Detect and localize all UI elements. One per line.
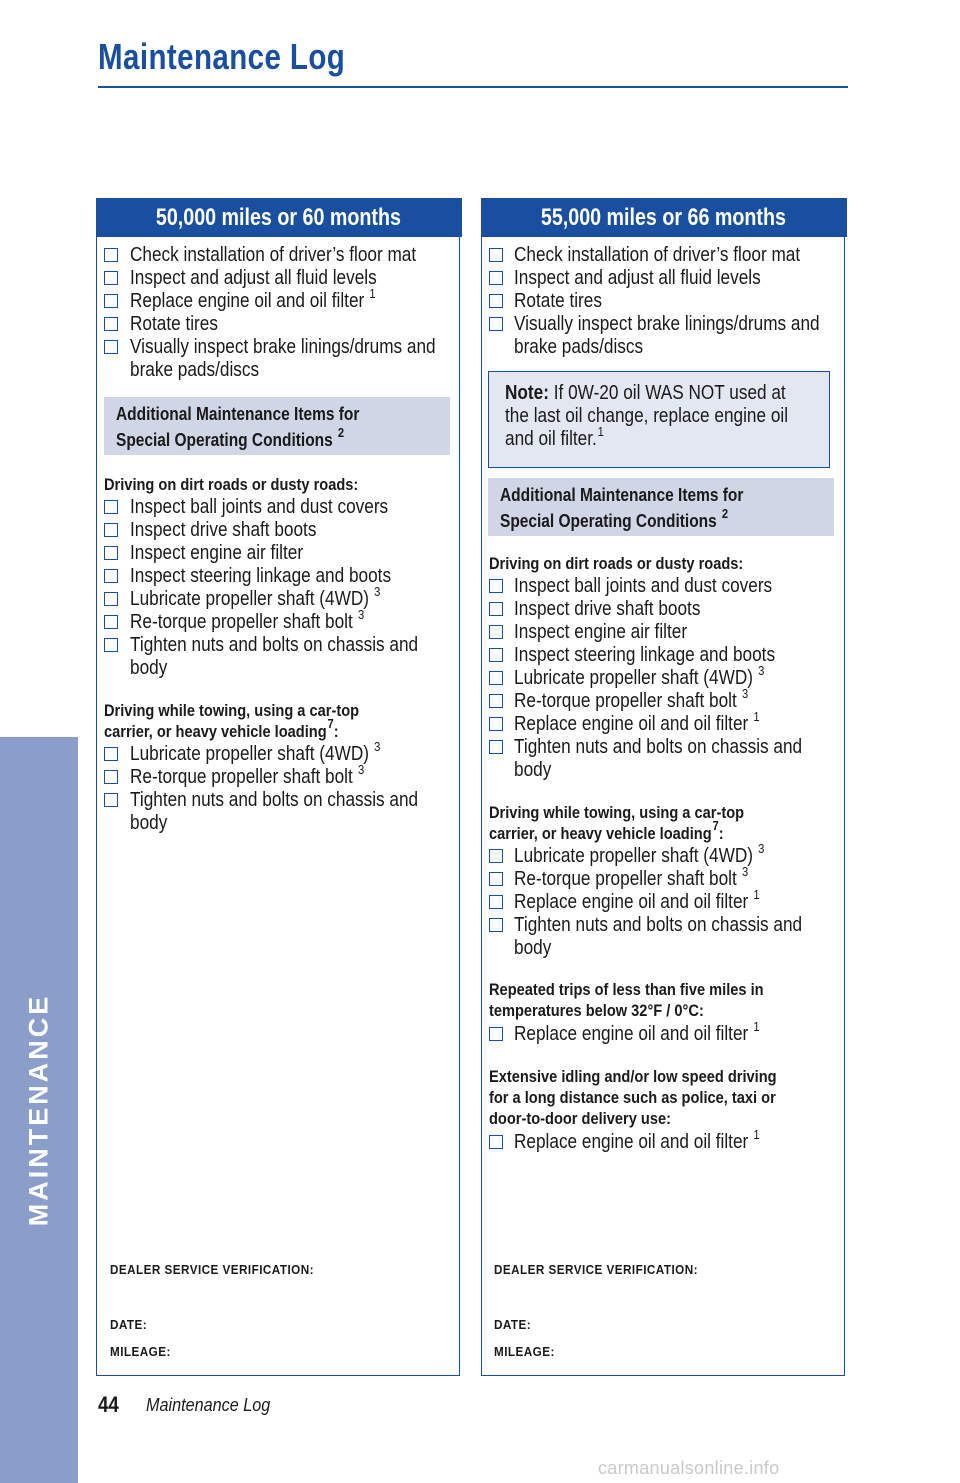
checklist-item-continued: brake pads/discs: [130, 359, 260, 381]
page-title: Maintenance Log: [98, 36, 346, 77]
checklist-item-continued: body: [514, 759, 552, 781]
checklist-item-continued: body: [130, 657, 168, 679]
checkbox[interactable]: [489, 648, 503, 662]
checklist-item: Check installation of driver’s floor mat: [130, 244, 417, 266]
checklist-item: Rotate tires: [514, 290, 602, 312]
checklist-item: Inspect engine air filter: [130, 542, 304, 564]
checklist-item: Inspect drive shaft boots: [514, 598, 701, 620]
checkbox[interactable]: [104, 638, 118, 652]
checklist-item: Replace engine oil and oil filter $^1$: [514, 1127, 760, 1153]
dirt-roads-heading: Driving on dirt roads or dusty roads:: [104, 475, 359, 494]
footer-label: Maintenance Log: [146, 1395, 271, 1415]
checkbox[interactable]: [489, 671, 503, 685]
checklist-item: Rotate tires: [130, 313, 218, 335]
checkbox[interactable]: [489, 625, 503, 639]
checklist-item: Check installation of driver’s floor mat: [514, 244, 801, 266]
checklist-item: Replace engine oil and oil filter $^1$: [514, 887, 760, 913]
left-column-header: 50,000 miles or 60 months: [96, 198, 462, 237]
oil-note-box: Note: If 0W-20 oil WAS NOT used at the last oil change, replace engine oil and oil filter.$^1$: [488, 371, 830, 468]
checklist-item: Re-torque propeller shaft bolt $^3$: [130, 607, 365, 633]
checklist-item: Tighten nuts and bolts on chassis and: [514, 736, 803, 758]
idling-heading: Extensive idling and/or low speed driving: [489, 1067, 777, 1086]
checklist-item-continued: brake pads/discs: [514, 336, 644, 358]
checkbox[interactable]: [104, 793, 118, 807]
checklist-item: Tighten nuts and bolts on chassis and: [130, 634, 419, 656]
checkbox[interactable]: [104, 546, 118, 560]
idling-heading-line3: door-to-door delivery use:: [489, 1109, 671, 1128]
checkbox[interactable]: [489, 579, 503, 593]
checkbox[interactable]: [489, 740, 503, 754]
checkbox[interactable]: [489, 271, 503, 285]
checkbox[interactable]: [104, 770, 118, 784]
checklist-item: Inspect steering linkage and boots: [130, 565, 392, 587]
checklist-item-continued: body: [514, 937, 552, 959]
date-label: DATE:: [110, 1317, 148, 1332]
checklist-item: Inspect and adjust all fluid levels: [514, 267, 761, 289]
checkbox[interactable]: [489, 872, 503, 886]
mileage-label: MILEAGE:: [494, 1344, 555, 1359]
towing-heading: Driving while towing, using a car-top: [104, 701, 360, 720]
checklist-item: Lubricate propeller shaft (4WD) $^3$: [130, 739, 381, 765]
checkbox[interactable]: [489, 717, 503, 731]
checklist-item: Inspect engine air filter: [514, 621, 688, 643]
dirt-roads-heading: Driving on dirt roads or dusty roads:: [489, 554, 744, 573]
checkbox[interactable]: [489, 895, 503, 909]
right-column-header: 55,000 miles or 66 months: [481, 198, 847, 237]
checkbox[interactable]: [104, 500, 118, 514]
towing-heading-line2: carrier, or heavy vehicle loading$^7$:: [104, 716, 339, 741]
checkbox[interactable]: [104, 615, 118, 629]
special-conditions-box: Additional Maintenance Items for Special Operating Conditions $^2$: [488, 478, 834, 536]
checklist-item: Visually inspect brake linings/drums and: [130, 336, 436, 358]
title-rule: [98, 86, 848, 88]
checklist-item: Replace engine oil and oil filter $^1$: [514, 1019, 760, 1045]
checkbox[interactable]: [489, 317, 503, 331]
checklist-item: Inspect ball joints and dust covers: [514, 575, 773, 597]
checkbox[interactable]: [489, 294, 503, 308]
checklist-item: Re-torque propeller shaft bolt $^3$: [514, 686, 749, 712]
checkbox[interactable]: [104, 248, 118, 262]
dealer-verification-label: DEALER SERVICE VERIFICATION:: [494, 1262, 698, 1277]
short-trips-heading-line2: temperatures below 32°F / 0°C:: [489, 1001, 704, 1020]
checklist-item: Inspect drive shaft boots: [130, 519, 317, 541]
checklist-item: Re-torque propeller shaft bolt $^3$: [130, 762, 365, 788]
sidebar-label: MAINTENANCE: [23, 993, 54, 1227]
checkbox[interactable]: [104, 592, 118, 606]
checklist-item: Visually inspect brake linings/drums and: [514, 313, 820, 335]
checklist-item: Tighten nuts and bolts on chassis and: [514, 914, 803, 936]
checklist-item: Inspect ball joints and dust covers: [130, 496, 389, 518]
watermark: carmanualsonline.info: [598, 1458, 780, 1478]
checkbox[interactable]: [104, 340, 118, 354]
special-conditions-box: Additional Maintenance Items for Special Operating Conditions $^2$: [104, 397, 450, 455]
towing-heading: Driving while towing, using a car-top: [489, 803, 745, 822]
checklist-item-continued: body: [130, 812, 168, 834]
checkbox[interactable]: [104, 294, 118, 308]
dealer-verification-label: DEALER SERVICE VERIFICATION:: [110, 1262, 314, 1277]
checklist-item: Tighten nuts and bolts on chassis and: [130, 789, 419, 811]
checklist-item: Lubricate propeller shaft (4WD) $^3$: [514, 841, 765, 867]
checklist-item: Lubricate propeller shaft (4WD) $^3$: [514, 663, 765, 689]
checkbox[interactable]: [489, 849, 503, 863]
towing-heading-line2: carrier, or heavy vehicle loading$^7$:: [489, 818, 724, 843]
checklist-item: Replace engine oil and oil filter $^1$: [130, 286, 376, 312]
short-trips-heading: Repeated trips of less than five miles in: [489, 980, 764, 999]
checklist-item: Inspect and adjust all fluid levels: [130, 267, 377, 289]
checkbox[interactable]: [104, 317, 118, 331]
checkbox[interactable]: [489, 602, 503, 616]
checkbox[interactable]: [489, 918, 503, 932]
checkbox[interactable]: [104, 271, 118, 285]
checklist-item: Lubricate propeller shaft (4WD) $^3$: [130, 584, 381, 610]
page-number: 44: [98, 1392, 119, 1417]
checkbox[interactable]: [489, 1135, 503, 1149]
checkbox[interactable]: [104, 523, 118, 537]
date-label: DATE:: [494, 1317, 532, 1332]
checklist-item: Inspect steering linkage and boots: [514, 644, 776, 666]
checkbox[interactable]: [489, 694, 503, 708]
checkbox[interactable]: [104, 747, 118, 761]
checkbox[interactable]: [489, 1027, 503, 1041]
checklist-item: Re-torque propeller shaft bolt $^3$: [514, 864, 749, 890]
checkbox[interactable]: [104, 569, 118, 583]
checklist-item: Replace engine oil and oil filter $^1$: [514, 709, 760, 735]
idling-heading-line2: for a long distance such as police, taxi or: [489, 1088, 776, 1107]
checkbox[interactable]: [489, 248, 503, 262]
mileage-label: MILEAGE:: [110, 1344, 171, 1359]
